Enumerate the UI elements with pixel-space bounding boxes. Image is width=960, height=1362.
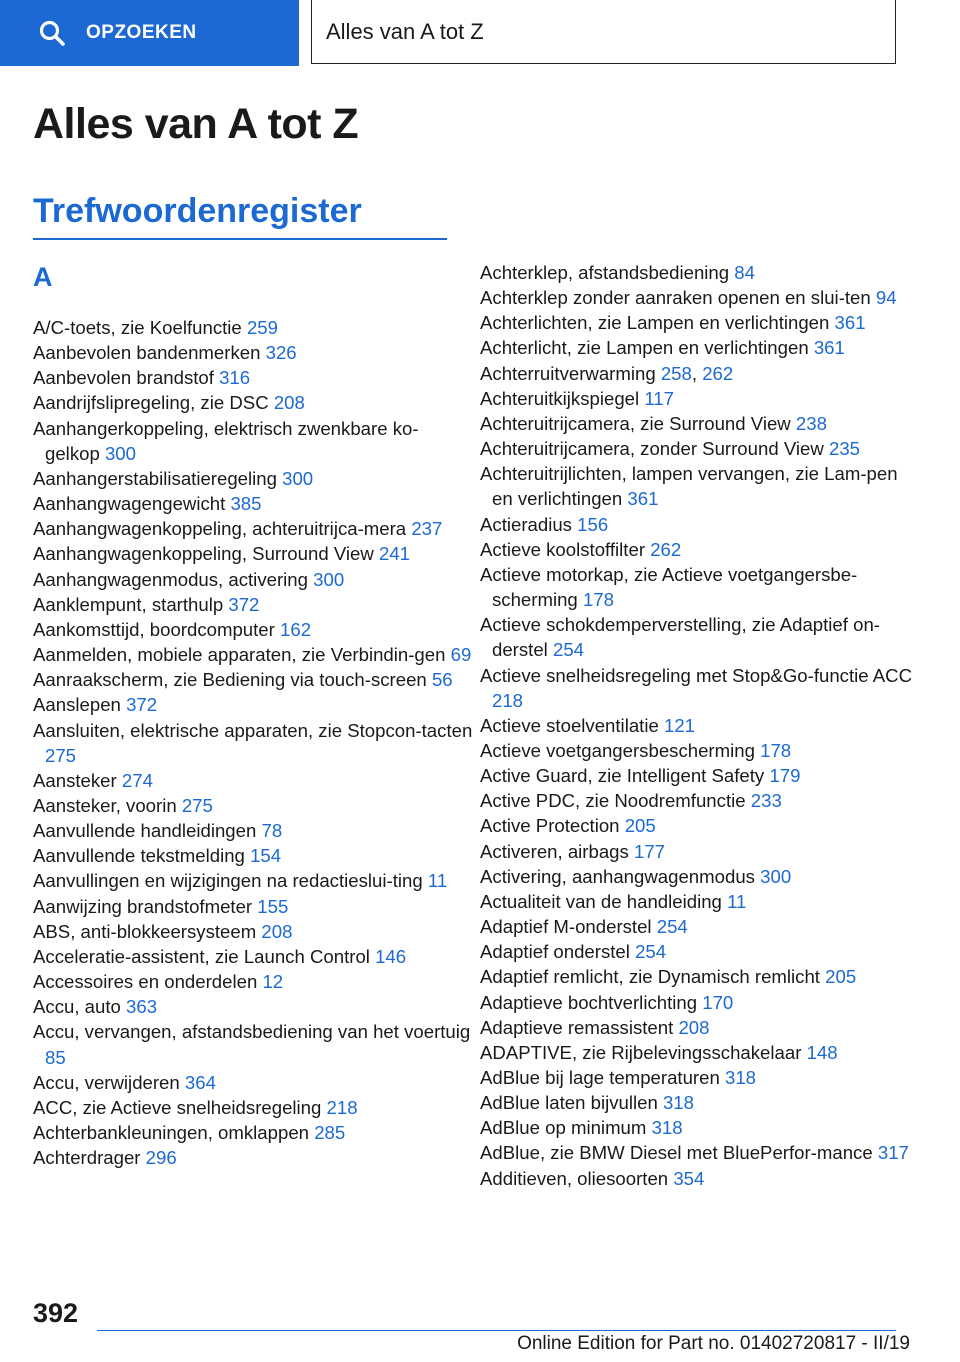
page-link[interactable]: 262 xyxy=(650,538,682,560)
page-link[interactable]: 364 xyxy=(184,1071,216,1093)
page-link[interactable]: 146 xyxy=(375,945,407,967)
page-link[interactable]: 208 xyxy=(273,392,305,414)
page-title: Alles van A tot Z xyxy=(33,100,359,148)
page-link[interactable]: 361 xyxy=(627,488,659,510)
index-entry xyxy=(480,411,912,436)
page-link[interactable]: 262 xyxy=(702,362,734,384)
page-link[interactable]: 385 xyxy=(230,493,262,515)
index-entry-text: Adaptief M-onderstel xyxy=(480,916,652,938)
index-entry xyxy=(33,692,473,717)
page-link[interactable]: 148 xyxy=(806,1041,838,1063)
index-entry-text: ADAPTIVE, zie Rijbelevingsschakelaar xyxy=(480,1041,802,1063)
page-link[interactable]: 300 xyxy=(282,467,314,489)
index-entry xyxy=(480,889,912,914)
index-entry xyxy=(33,718,473,768)
index-entry-text: Adaptief onderstel xyxy=(480,941,630,963)
index-entry-text: Achterlichten, zie Lampen en verlichtingen xyxy=(480,312,830,334)
page-link[interactable]: 241 xyxy=(378,543,411,565)
page-link[interactable]: 372 xyxy=(126,694,158,716)
index-entry xyxy=(33,969,473,994)
page-link[interactable]: 318 xyxy=(724,1067,757,1088)
index-entry-text: Accessoires en onderdelen xyxy=(33,971,258,993)
index-column-left xyxy=(33,315,473,1170)
page-link[interactable]: 117 xyxy=(644,387,674,409)
index-entry-text: Accu, vervangen, afstandsbediening van het voertuig xyxy=(33,1021,471,1043)
index-entry-text: Aanmelden, mobiele apparaten, zie Verbindin-gen xyxy=(33,644,446,666)
index-entry-text: Aanhangerkoppeling, elektrisch zwenkbare ko-gelkop xyxy=(33,417,419,464)
page-link[interactable]: 78 xyxy=(261,820,283,842)
index-entry xyxy=(480,260,912,285)
index-entry xyxy=(33,818,473,843)
index-entry-text: Aanhangwagenmodus, activering xyxy=(33,568,308,590)
page-link[interactable]: 154 xyxy=(250,845,282,867)
index-entry-text: Actualiteit van de handleiding xyxy=(480,890,722,912)
index-entry-text: Actieve schokdemperverstelling, zie Adaptief on-derstel xyxy=(480,614,880,661)
page-link[interactable]: 258 xyxy=(660,362,692,384)
index-entry-text: Aansteker, voorin xyxy=(33,794,177,816)
index-entry xyxy=(33,416,473,466)
index-entry-text: Aanhangwagenkoppeling, Surround View xyxy=(33,543,374,565)
page-link[interactable]: 275 xyxy=(181,794,213,816)
index-entry xyxy=(480,964,912,989)
index-entry-text: AdBlue, zie BMW Diesel met BluePerfor-mance xyxy=(480,1142,873,1164)
index-entry xyxy=(33,541,473,566)
page-link[interactable]: 361 xyxy=(834,312,866,334)
index-entry xyxy=(480,1065,912,1090)
index-entry xyxy=(33,466,473,491)
index-entry xyxy=(480,990,912,1015)
index-entry: Achterruitverwarming 258, 262 xyxy=(480,362,734,384)
index-entry xyxy=(33,642,473,667)
index-entry-text: Aansluiten, elektrische apparaten, zie Stopcon-tacten xyxy=(33,719,473,741)
index-entry-text: Active Guard, zie Intelligent Safety xyxy=(480,765,765,787)
index-entry xyxy=(480,436,912,461)
page-link[interactable]: 179 xyxy=(769,765,801,787)
section-title: Trefwoordenregister xyxy=(33,192,362,230)
index-entry xyxy=(480,813,912,838)
index-entry-text: Aanhangerstabilisatieregeling xyxy=(33,467,277,489)
index-entry xyxy=(480,562,912,612)
index-entry xyxy=(33,365,473,390)
index-entry xyxy=(33,793,473,818)
index-entry-text: Achteruitrijlichten, lampen vervangen, zie Lam-pen en verlichtingen xyxy=(480,463,898,510)
index-entry xyxy=(480,864,912,889)
index-entry xyxy=(33,843,473,868)
index-entry-text: Aanvullende handleidingen xyxy=(33,820,257,842)
index-entry xyxy=(480,939,912,964)
index-entry xyxy=(480,738,912,763)
index-entry xyxy=(480,914,912,939)
page-link[interactable]: 156 xyxy=(577,513,609,535)
index-entry xyxy=(33,919,473,944)
index-entry xyxy=(33,516,473,541)
index-entry-text: Achterdrager xyxy=(33,1147,141,1169)
page-link[interactable]: 233 xyxy=(750,790,782,812)
page-link[interactable]: 318 xyxy=(651,1117,683,1139)
page-link[interactable]: 12 xyxy=(262,971,284,993)
index-entry xyxy=(480,285,912,310)
index-column-right xyxy=(480,260,912,1191)
index-entry xyxy=(480,839,912,864)
index-entry xyxy=(33,894,473,919)
index-entry-text: Adaptieve remassistent xyxy=(480,1016,674,1038)
page-link[interactable]: 317 xyxy=(877,1142,909,1164)
index-entry-text: Aankomsttijd, boordcomputer xyxy=(33,618,275,640)
index-entry-text: Actieradius xyxy=(480,513,572,535)
index-entry-text: Achterlicht, zie Lampen en verlichtingen xyxy=(480,337,809,359)
index-entry xyxy=(480,612,912,662)
page-link[interactable]: 254 xyxy=(552,639,585,661)
index-entry xyxy=(480,1090,912,1115)
index-entry-text: AdBlue laten bijvullen xyxy=(480,1092,658,1114)
breadcrumb[interactable] xyxy=(311,0,896,64)
page-link[interactable]: 178 xyxy=(582,589,614,611)
index-entry-text: Achteruitrijcamera, zie Surround View xyxy=(480,412,791,434)
index-entry-text: Aanwijzing brandstofmeter xyxy=(33,895,253,917)
index-entry xyxy=(480,310,912,335)
section-divider xyxy=(33,238,447,240)
breadcrumb-label: Alles van A tot Z xyxy=(326,18,484,44)
index-entry-text: Aanklempunt, starthulp xyxy=(33,593,224,615)
index-entry-text: Aanslepen xyxy=(33,694,121,716)
page-link[interactable]: 235 xyxy=(828,438,861,460)
page-link[interactable]: 208 xyxy=(678,1016,710,1038)
index-entry-text: Aanbevolen brandstof xyxy=(33,367,214,389)
page-link[interactable]: 69 xyxy=(450,644,472,666)
page-link[interactable]: 326 xyxy=(265,342,297,364)
index-entry xyxy=(480,1040,912,1065)
page-link[interactable]: 162 xyxy=(280,618,312,640)
index-entry-text: Accu, auto xyxy=(33,996,121,1018)
index-entry-text: A/C-toets, zie Koelfunctie xyxy=(33,317,242,338)
index-entry-text: Adaptief remlicht, zie Dynamisch remlicht xyxy=(480,966,820,988)
index-entry xyxy=(480,1115,912,1140)
index-entry-text: Aandrijfslipregeling, zie DSC xyxy=(33,392,269,414)
page-link[interactable]: 177 xyxy=(634,840,666,862)
index-entry-text: Achterklep zonder aanraken openen en slui-ten xyxy=(480,287,871,309)
index-entry-text: Activering, aanhangwagenmodus xyxy=(480,865,755,887)
index-entry xyxy=(33,994,473,1019)
index-entry-text: Aanraakscherm, zie Bediening via touch-screen xyxy=(33,669,427,691)
page-link[interactable]: 354 xyxy=(673,1167,705,1189)
footer-divider xyxy=(97,1330,896,1331)
page-link[interactable]: 316 xyxy=(219,367,251,389)
index-entry-text: ACC, zie Actieve snelheidsregeling xyxy=(33,1096,322,1118)
page-link[interactable]: 85 xyxy=(45,1046,66,1068)
page-link[interactable]: 121 xyxy=(663,714,696,736)
index-entry-text: AdBlue bij lage temperaturen xyxy=(480,1067,720,1088)
page-link[interactable]: 218 xyxy=(492,689,524,711)
index-entry-text: Achterruitverwarming xyxy=(480,362,656,384)
search-button[interactable] xyxy=(0,0,299,66)
search-label: OPZOEKEN xyxy=(86,22,197,43)
index-entry-text: Active PDC, zie Noodremfunctie xyxy=(480,790,746,812)
page-number: 392 xyxy=(33,1298,79,1328)
index-entry-text: Achterklep, afstandsbediening xyxy=(480,262,730,283)
index-entry xyxy=(33,567,473,592)
index-entry xyxy=(480,763,912,788)
search-icon xyxy=(38,19,66,47)
index-entry xyxy=(33,1070,473,1095)
index-entry xyxy=(480,788,912,813)
page-link[interactable]: 300 xyxy=(313,568,345,590)
index-entry-text: Aanbevolen bandenmerken xyxy=(33,342,261,364)
page-link[interactable]: 11 xyxy=(727,890,747,912)
page-link[interactable]: 11 xyxy=(427,870,448,892)
index-entry xyxy=(33,340,473,365)
page-link[interactable]: 208 xyxy=(261,920,293,942)
index-entry-text: Actieve koolstoffilter xyxy=(480,538,646,560)
index-entry xyxy=(480,537,912,562)
index-entry-text: Actieve stoelventilatie xyxy=(480,714,659,736)
index-entry-text: Actieve motorkap, zie Actieve voetgangersbe-scherming xyxy=(480,563,858,611)
index-entry-text: AdBlue op minimum xyxy=(480,1117,647,1139)
index-entry xyxy=(480,335,912,360)
index-entry xyxy=(33,768,473,793)
index-entry-text: Active Protection xyxy=(480,815,620,837)
page-link[interactable]: 372 xyxy=(228,593,260,615)
index-entry xyxy=(480,713,912,738)
index-entry-text: Aanhangwagengewicht xyxy=(33,493,226,515)
index-entry xyxy=(33,1095,473,1120)
page-link[interactable]: 300 xyxy=(104,442,136,464)
page-link[interactable]: 259 xyxy=(246,317,278,338)
page-link[interactable]: 84 xyxy=(734,262,755,283)
index-entry-text: Activeren, airbags xyxy=(480,840,629,862)
index-entry xyxy=(480,663,912,713)
index-entry-text: Achteruitrijcamera, zonder Surround View xyxy=(480,438,824,460)
index-entry-text: Additieven, oliesoorten xyxy=(480,1167,669,1189)
page-link[interactable]: 238 xyxy=(795,412,827,434)
index-entry-text: Acceleratie-assistent, zie Launch Control xyxy=(33,945,370,967)
page-link[interactable]: 296 xyxy=(145,1147,177,1169)
page-link[interactable]: 361 xyxy=(813,337,845,359)
index-entry xyxy=(33,390,473,415)
page-link[interactable]: 94 xyxy=(875,287,897,309)
index-entry xyxy=(480,512,912,537)
page-link[interactable]: 205 xyxy=(825,966,857,988)
index-entry xyxy=(33,491,473,516)
index-entry xyxy=(33,1019,473,1069)
index-entry-text: Achterbankleuningen, omklappen xyxy=(33,1122,310,1143)
page-link[interactable]: 254 xyxy=(656,916,688,938)
index-entry xyxy=(33,868,473,893)
page-link[interactable]: 274 xyxy=(121,769,153,791)
page-link[interactable]: 178 xyxy=(760,739,792,761)
index-entry-text: Aanvullende tekstmelding xyxy=(33,845,245,867)
page-link[interactable]: 155 xyxy=(257,895,289,917)
index-entry xyxy=(33,617,473,642)
page-link[interactable]: 56 xyxy=(431,669,453,691)
index-entry-text: Adaptieve bochtverlichting xyxy=(480,991,698,1013)
index-entry-text: Aanvullingen en wijzigingen na redactieslui-ting xyxy=(33,870,423,892)
top-bar xyxy=(0,0,960,66)
index-entry-text: Aanhangwagenkoppeling, achteruitrijca-mera xyxy=(33,518,407,540)
page-link[interactable]: 218 xyxy=(326,1096,358,1118)
index-entry xyxy=(33,315,473,340)
index-entry xyxy=(33,592,473,617)
index-entry-text: Accu, verwijderen xyxy=(33,1071,180,1093)
index-entry xyxy=(480,1140,912,1165)
page-link[interactable]: 170 xyxy=(702,991,734,1013)
page-link[interactable]: 254 xyxy=(635,941,667,963)
index-entry xyxy=(480,461,912,511)
page-link[interactable]: 237 xyxy=(411,518,443,540)
page-link[interactable]: 205 xyxy=(624,815,656,837)
index-entry xyxy=(480,386,912,411)
page-link[interactable]: 318 xyxy=(662,1092,694,1114)
index-entry-text: Achteruitkijkspiegel xyxy=(480,387,640,409)
index-entry xyxy=(480,1166,912,1191)
page-link[interactable]: 363 xyxy=(126,996,158,1018)
index-entry-text: Actieve snelheidsregeling met Stop&Go-functie ACC xyxy=(480,664,913,686)
index-entry xyxy=(480,1015,912,1040)
footer-edition: Online Edition for Part no. 01402720817 - II/19 xyxy=(517,1333,910,1354)
index-entry-text: ABS, anti-blokkeersysteem xyxy=(33,920,257,942)
page-link[interactable]: 300 xyxy=(760,865,792,887)
index-letter: A xyxy=(33,262,53,292)
index-entry-text: Actieve voetgangersbescherming xyxy=(480,739,755,761)
index-entry xyxy=(33,944,473,969)
index-entry xyxy=(33,1120,473,1145)
page-link[interactable]: 285 xyxy=(314,1122,346,1143)
page-link[interactable]: 275 xyxy=(45,744,77,766)
index-entry xyxy=(33,1145,473,1170)
index-entry xyxy=(33,667,473,692)
index-entry-text: Aansteker xyxy=(33,769,117,791)
